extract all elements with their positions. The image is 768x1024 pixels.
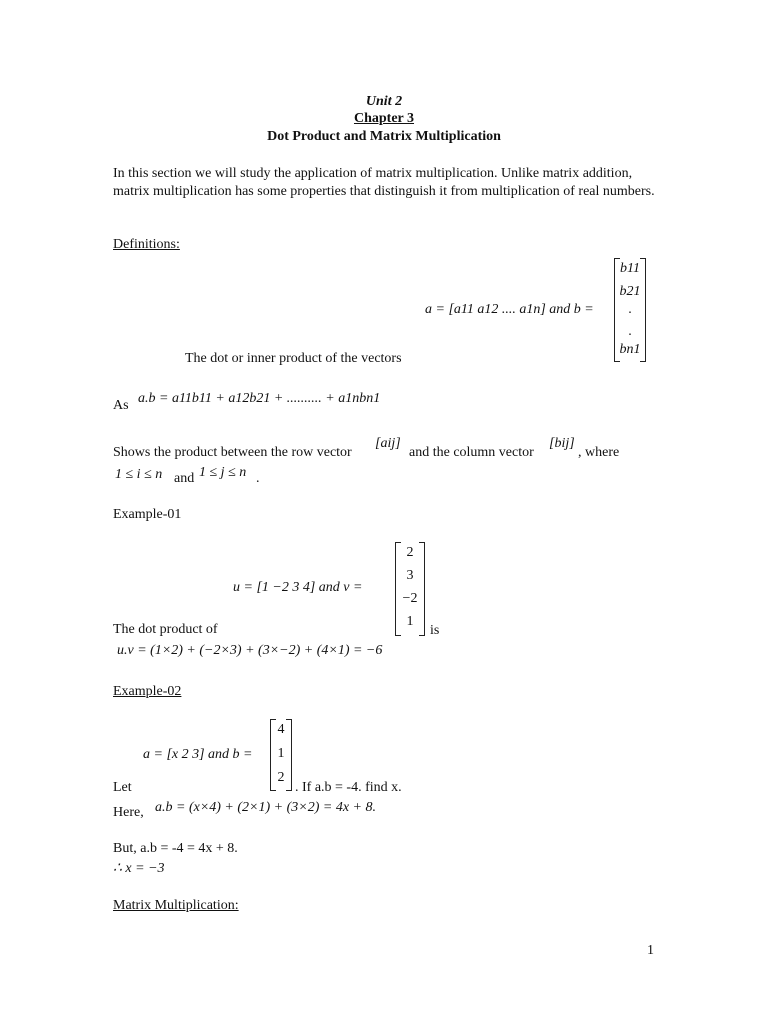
dot-formula: a.b = a11b11 + a12b21 + .......... + a1nbn1: [138, 391, 381, 406]
intro-paragraph: In this section we will study the application of matrix multiplication. Unlike matrix addition, matrix multiplication has some properties that distinguish it from multiplication of real numbers.: [113, 166, 655, 199]
unit-label: Unit 2: [365, 94, 403, 109]
and-label: and: [174, 471, 195, 486]
j-range: 1 ≤ j ≤ n: [199, 465, 247, 480]
example1-result: u.v = (1×2) + (−2×3) + (3×−2) + (4×1) = −6: [117, 643, 383, 658]
as-label: As: [113, 398, 129, 413]
therefore-result: ∴ x = −3: [113, 861, 165, 876]
row-vector-aij: [aij]: [375, 436, 401, 451]
here-equation: a.b = (x×4) + (2×1) + (3×2) = 4x + 8.: [155, 800, 376, 815]
b-cell: b21: [619, 284, 641, 299]
b2-cell: 4: [277, 722, 285, 737]
v-cell: 3: [406, 568, 414, 583]
but-text: But, a.b = -4 = 4x + 8.: [113, 841, 238, 856]
shows-text-3: , where: [578, 445, 620, 460]
b2-cell: 2: [277, 770, 285, 785]
here-text: Here,: [113, 805, 144, 820]
chapter-label: Chapter 3: [353, 111, 415, 126]
dot-of-text: The dot product of: [113, 622, 218, 637]
a-equation: a = [x 2 3] and b =: [143, 747, 253, 762]
period: .: [256, 471, 260, 486]
inner-product-text: The dot or inner product of the vectors: [185, 351, 402, 366]
b-column-matrix: [614, 258, 646, 362]
is-text: is: [430, 623, 440, 638]
b-cell: bn1: [619, 342, 641, 357]
shows-text-2: and the column vector: [409, 445, 534, 460]
example2-heading: Example-02: [113, 684, 182, 699]
let-text: Let: [113, 780, 132, 795]
if-text: . If a.b = -4. find x.: [295, 780, 402, 795]
u-equation: u = [1 −2 3 4] and v =: [233, 580, 363, 595]
b-cell: b11: [620, 261, 640, 276]
v-cell: −2: [402, 591, 418, 606]
vectors-equation: a = [a11 a12 .... a1n] and b =: [425, 302, 594, 317]
definitions-heading: Definitions:: [113, 237, 180, 252]
i-range: 1 ≤ i ≤ n: [115, 467, 163, 482]
page-title: Dot Product and Matrix Multiplication: [267, 129, 501, 144]
matrix-mult-heading: Matrix Multiplication:: [113, 898, 239, 913]
b-cell: .: [628, 324, 632, 339]
shows-text-1: Shows the product between the row vector: [113, 445, 352, 460]
example1-heading: Example-01: [113, 507, 182, 522]
b2-cell: 1: [277, 746, 285, 761]
b2-column-matrix: [270, 719, 292, 791]
page-number: 1: [647, 943, 654, 958]
col-vector-bij: [bij]: [549, 436, 575, 451]
v-cell: 1: [406, 614, 414, 629]
v-column-matrix: [395, 542, 425, 636]
v-cell: 2: [406, 545, 414, 560]
b-cell: .: [628, 302, 632, 317]
